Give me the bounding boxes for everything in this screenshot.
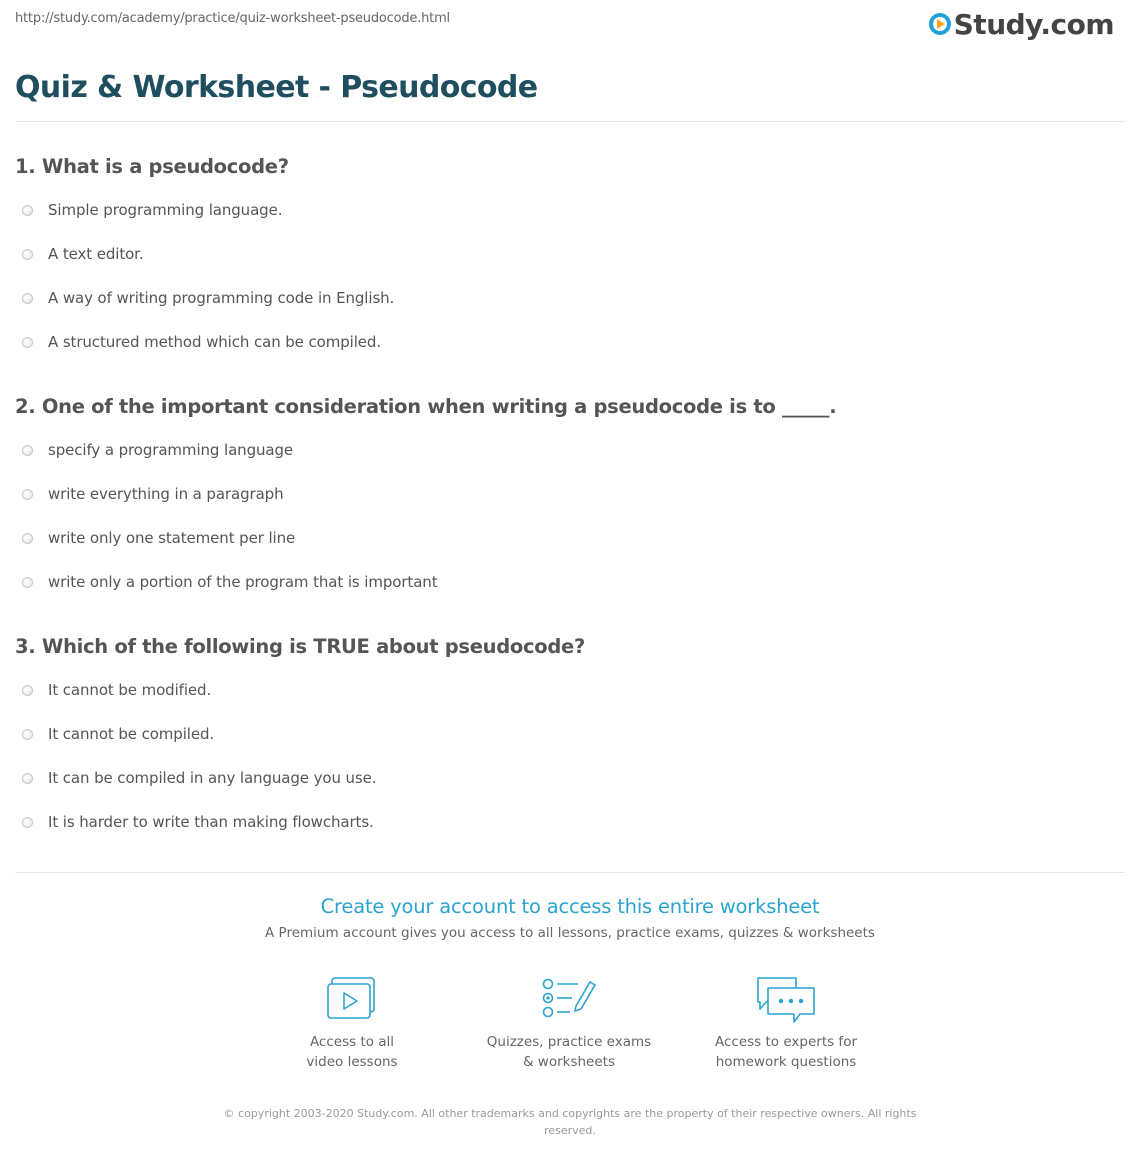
play-circle-icon bbox=[929, 13, 951, 35]
radio-button[interactable] bbox=[22, 817, 33, 828]
question-2-choice-a[interactable] bbox=[22, 439, 293, 461]
feature-label-line2: & worksheets bbox=[522, 1054, 615, 1070]
choice-label: specify a programming language bbox=[48, 441, 294, 459]
question-3-choice-c[interactable] bbox=[22, 767, 376, 789]
feature-label-line1: Quizzes, practice exams bbox=[486, 1034, 652, 1050]
radio-button[interactable] bbox=[22, 773, 33, 784]
radio-button[interactable] bbox=[22, 249, 33, 260]
feature-label-line1: Access to all bbox=[309, 1034, 395, 1050]
feature-video-lessons bbox=[252, 976, 452, 1072]
quiz-checklist-icon bbox=[540, 976, 598, 1022]
copyright-footer: © copyright 2003-2020 Study.com. All other trademarks and copyrights are the property of their respective owners. All rights reserved. bbox=[223, 1107, 917, 1137]
radio-button[interactable] bbox=[22, 729, 33, 740]
radio-button[interactable] bbox=[22, 445, 33, 456]
choice-label: write everything in a paragraph bbox=[48, 485, 284, 503]
choice-label: A way of writing programming code in English. bbox=[48, 289, 395, 307]
question-1-choice-b[interactable] bbox=[22, 243, 144, 265]
study-logo[interactable] bbox=[929, 6, 1114, 42]
choice-label: write only a portion of the program that is important bbox=[48, 573, 438, 591]
choice-label: write only one statement per line bbox=[48, 529, 296, 547]
question-1-text: 1. What is a pseudocode? bbox=[15, 155, 289, 178]
page-title: Quiz & Worksheet - Pseudocode bbox=[15, 70, 538, 105]
cta-divider bbox=[15, 872, 1125, 873]
feature-label-line2: homework questions bbox=[715, 1054, 857, 1070]
title-divider bbox=[15, 121, 1125, 122]
question-2-choice-d[interactable] bbox=[22, 571, 438, 593]
create-account-link[interactable]: Create your account to access this entire worksheet bbox=[320, 895, 820, 918]
question-2-text: 2. One of the important consideration when writing a pseudocode is to _____. bbox=[15, 395, 837, 418]
cta-subheading: A Premium account gives you access to all lessons, practice exams, quizzes & worksheets bbox=[265, 925, 875, 941]
question-1-choice-a[interactable] bbox=[22, 199, 282, 221]
video-lessons-icon bbox=[326, 976, 378, 1022]
feature-label-line2: video lessons bbox=[306, 1054, 398, 1070]
question-2-choice-c[interactable] bbox=[22, 527, 295, 549]
choice-label: A structured method which can be compiled. bbox=[48, 333, 381, 351]
choice-label: It cannot be compiled. bbox=[48, 725, 215, 743]
radio-button[interactable] bbox=[22, 533, 33, 544]
radio-button[interactable] bbox=[22, 293, 33, 304]
choice-label: Simple programming language. bbox=[48, 201, 283, 219]
question-1-choice-d[interactable] bbox=[22, 331, 381, 353]
question-2-choice-b[interactable] bbox=[22, 483, 284, 505]
question-3-choice-d[interactable] bbox=[22, 811, 374, 833]
choice-label: A text editor. bbox=[48, 245, 144, 263]
question-3-choice-a[interactable] bbox=[22, 679, 211, 701]
radio-button[interactable] bbox=[22, 489, 33, 500]
feature-experts bbox=[686, 976, 886, 1072]
choice-label: It is harder to write than making flowcharts. bbox=[48, 813, 374, 831]
feature-quizzes bbox=[469, 976, 669, 1072]
radio-button[interactable] bbox=[22, 205, 33, 216]
choice-label: It cannot be modified. bbox=[48, 681, 212, 699]
page-url: http://study.com/academy/practice/quiz-worksheet-pseudocode.html bbox=[15, 11, 450, 26]
radio-button[interactable] bbox=[22, 577, 33, 588]
feature-label-line1: Access to experts for bbox=[714, 1034, 857, 1050]
question-3-text: 3. Which of the following is TRUE about pseudocode? bbox=[15, 635, 585, 658]
chat-bubbles-icon bbox=[754, 976, 818, 1028]
question-1-choice-c[interactable] bbox=[22, 287, 394, 309]
logo-text: Study.com bbox=[953, 7, 1114, 41]
radio-button[interactable] bbox=[22, 337, 33, 348]
radio-button[interactable] bbox=[22, 685, 33, 696]
choice-label: It can be compiled in any language you use. bbox=[48, 769, 377, 787]
question-3-choice-b[interactable] bbox=[22, 723, 214, 745]
